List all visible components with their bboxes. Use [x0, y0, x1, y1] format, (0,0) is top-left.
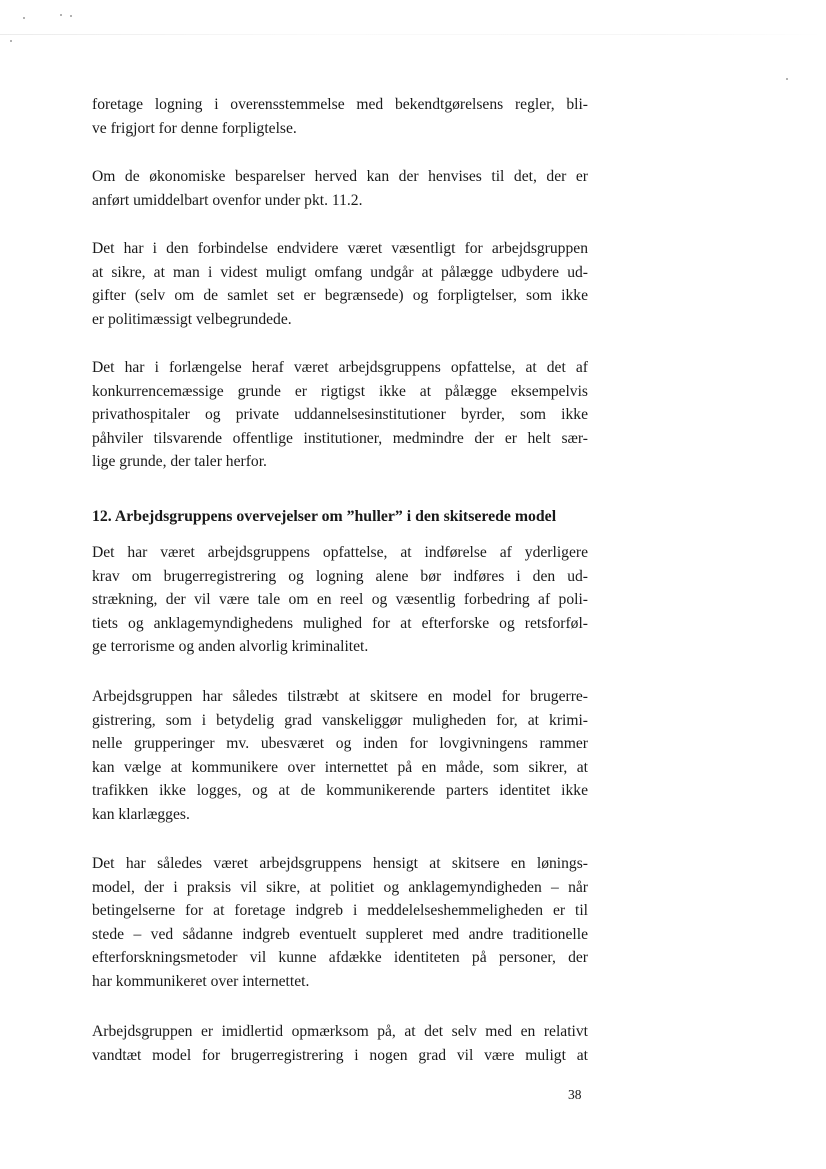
- text-line: privathospitaler og private uddannelsesinstitutioner byrder, som ikke: [92, 406, 588, 424]
- scan-edge-shadow: [0, 34, 826, 35]
- paragraph-5: [92, 541, 588, 659]
- text-line: betingelserne for at foretage indgreb i meddelelseshemmeligheden er til: [92, 902, 588, 920]
- text-line: nelle grupperinger mv. ubesværet og inden for lovgivningens rammer: [92, 735, 588, 753]
- text-line: kan vælge at kommunikere over internettet på en måde, som sikrer, at: [92, 758, 588, 776]
- scan-speck: [60, 14, 62, 16]
- text-line: trafikken ikke logges, og at de kommunikerende parters identitet ikke: [92, 782, 588, 800]
- page-number: 38: [568, 1087, 582, 1102]
- text-line: strækning, der vil være tale om en reel og væsentlig forbedring af poli-: [92, 591, 588, 609]
- text-line: kan klarlægges.: [92, 805, 190, 823]
- text-line: ge terrorisme og anden alvorlig kriminalitet.: [92, 638, 369, 656]
- text-line: gistrering, som i betydelig grad vanskeliggør muligheden for, at krimi-: [92, 711, 588, 729]
- text-line: Det har således været arbejdsgruppens hensigt at skitsere en lønings-: [92, 855, 588, 872]
- text-line: model, der i praksis vil sikre, at politiet og anklagemyndigheden – når: [92, 878, 588, 896]
- paragraph-6: [92, 685, 588, 827]
- text-line: lige grunde, der taler herfor.: [92, 453, 267, 471]
- scan-speck: [10, 40, 12, 42]
- text-line: tiets og anklagemyndighedens mulighed for at efterforske og retsforføl-: [92, 614, 588, 632]
- text-line: konkurrencemæssige grunde er rigtigst ikke at pålægge eksempelvis: [92, 382, 588, 400]
- text-line: har kommunikeret over internettet.: [92, 972, 310, 990]
- text-line: Arbejdsgruppen har således tilstræbt at skitsere en model for brugerre-: [92, 688, 588, 705]
- text-line: efterforskningsmetoder vil kunne afdække identiteten på personer, der: [92, 949, 588, 967]
- section-heading: 12. Arbejdsgruppens overvejelser om ”huller” i den skitserede model: [92, 508, 557, 525]
- paragraph-1: [92, 93, 588, 140]
- text-line: Det har været arbejdsgruppens opfattelse, at indførelse af yderligere: [92, 544, 588, 561]
- scan-speck: [786, 78, 788, 80]
- text-line: krav om brugerregistrering og logning alene bør indføres i den ud-: [92, 567, 588, 585]
- text-line: Det har i den forbindelse endvidere været væsentligt for arbejdsgruppen: [92, 240, 588, 257]
- scan-speck: [70, 15, 72, 17]
- text-line: foretage logning i overensstemmelse med bekendtgørelsens regler, bli-: [92, 96, 588, 113]
- text-line: er politimæssigt velbegrundede.: [92, 310, 292, 328]
- paragraph-4: [92, 356, 588, 474]
- text-line: gifter (selv om de samlet set er begrænsede) og forpligtelser, som ikke: [92, 287, 588, 305]
- scan-speck: [23, 17, 25, 19]
- text-line: anført umiddelbart ovenfor under pkt. 11.2.: [92, 191, 363, 209]
- paragraph-7: [92, 852, 588, 994]
- text-line: Arbejdsgruppen er imidlertid opmærksom på, at det selv med en relativt: [92, 1023, 588, 1040]
- text-line: påhviler tilsvarende offentlige institutioner, medmindre der er helt sær-: [92, 429, 588, 447]
- text-line: stede – ved sådanne indgreb eventuelt suppleret med andre traditionelle: [92, 925, 588, 943]
- paragraph-8: [92, 1020, 588, 1067]
- text-line: at sikre, at man i videst muligt omfang undgår at pålægge udbydere ud-: [92, 263, 588, 281]
- paragraph-3: [92, 237, 588, 331]
- text-line: Om de økonomiske besparelser herved kan der henvises til det, der er: [92, 168, 588, 185]
- text-line: vandtæt model for brugerregistrering i nogen grad vil være muligt at: [92, 1046, 588, 1064]
- text-line: Det har i forlængelse heraf været arbejdsgruppens opfattelse, at det af: [92, 359, 588, 376]
- text-line: ve frigjort for denne forpligtelse.: [92, 119, 297, 137]
- paragraph-2: [92, 165, 588, 212]
